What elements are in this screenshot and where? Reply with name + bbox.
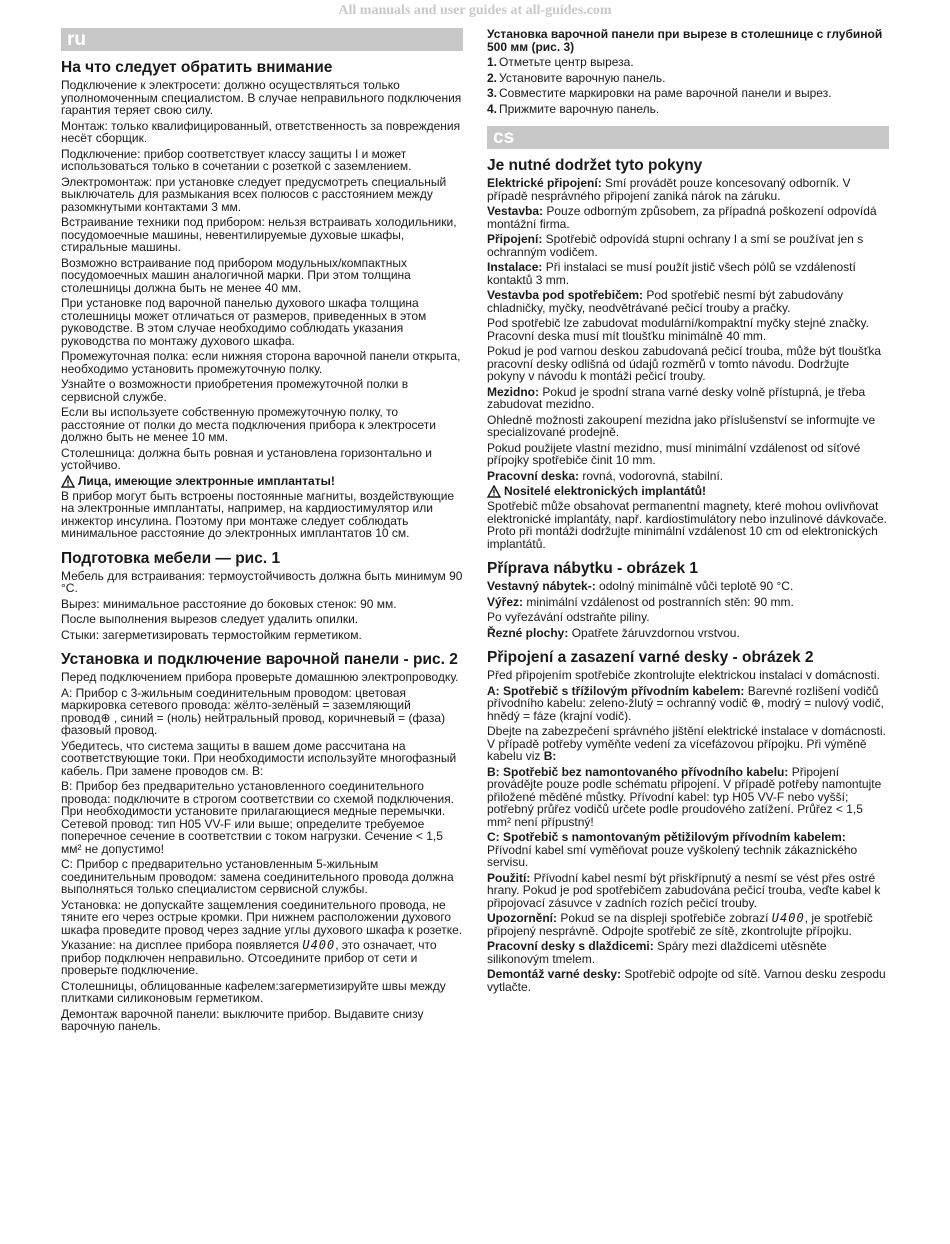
warning-triangle-icon: [61, 475, 75, 488]
step-text: Отметьте центр выреза.: [499, 55, 634, 69]
language-bar-cs: cs: [487, 126, 889, 149]
label: A: Spotřebič s třížilovým přívodním kabelem:: [487, 683, 745, 698]
text: Pokud se na displeji spotřebiče zobrazí: [557, 911, 772, 925]
paragraph: [487, 580, 889, 593]
label: Elektrické připojení:: [487, 176, 602, 190]
heading-install-cs: Připojení a zasazení varné desky - obrázek 2: [487, 649, 814, 666]
label: Demontáž varné desky:: [487, 967, 622, 981]
text: Při instalaci se musí použít jistič všech pólů se vzdáleností kontaktů 3 mm.: [487, 260, 856, 287]
display-code: U400: [302, 938, 336, 952]
text: rovná, vodorovná, stabilní.: [579, 468, 724, 483]
heading-furniture-cs: Příprava nábytku - obrázek 1: [487, 560, 699, 577]
paragraph: Возможно встраивание под прибором модульных/компактных посудомоечных машин аналогичной марки. При этом толщина столешницы должна быть не менее 40 мм.: [61, 255, 411, 295]
paragraph: Подключение к электросети: должно осуществляться только уполномоченным специалистом. В случае неправильного подключения гарантия теряет свою силу.: [61, 78, 462, 117]
label: C: Spotřebič s namontovaným pětižilovým přívodním kabelem:: [487, 830, 846, 844]
paragraph: Po vyřezávání odstraňte piliny.: [487, 610, 650, 624]
paragraph: В прибор могут быть встроены постоянные магниты, воздействующие на электронные имплантаты, например, на кардиостимулятор или инжектор инсулина. Поэтому при монтаже следует соблюдать минимальное расстояние до электронных имплантатов 10 см.: [61, 488, 455, 540]
paragraph: Перед подключением прибора проверьте домашнюю электропроводку.: [61, 670, 459, 684]
paragraph: Pokud je pod varnou deskou zabudovaná pečicí trouba, může být tloušťka pracovní desky odlišná od údajů rozměrů v tomto návodu. Dodržujte pokyny v návodu k montáži pečicí trouby.: [487, 344, 882, 383]
text: Указание: на дисплее прибора появляется: [61, 938, 303, 952]
text: Pouze odborným způsobem, za případná poškození odpovídá montážní firma.: [487, 204, 877, 231]
list-item: [487, 86, 889, 102]
paragraph: [487, 177, 889, 202]
warning-title: Лица, имеющие электронные имплантаты!: [78, 473, 335, 488]
label: B:: [543, 749, 557, 763]
paragraph: Промежуточная полка: если нижняя сторона варочной панели открыта, необходимо установить промежуточную полку.: [61, 349, 461, 376]
language-bar-ru: ru: [61, 28, 463, 51]
label: B: Spotřebič bez namontovaného přívodního kabelu:: [487, 764, 789, 779]
heading-furniture-ru: Подготовка мебели — рис. 1: [61, 549, 281, 567]
warning-triangle-icon: [487, 485, 501, 498]
russian-column: [61, 28, 463, 1036]
text: Barevné rozlišení vodičů přívodního kabelu: zeleno-žlutý = ochranný vodič ⊕, modrý = nulový vodič, hnědý = fáze (krajní vodič).: [487, 683, 884, 723]
text: Opatřete žáruvzdornou vrstvou.: [568, 625, 740, 640]
czech-column: [487, 28, 889, 996]
text: Přívodní kabel nesmí být přiskřípnutý a nesmí se vést přes ostré hrany. Pokud je pod spotřebičem zabudována pečicí trouba, veďte kabel k připojovací zásuvce v zadních rozích pečicí trouby.: [487, 870, 881, 910]
label: Instalace:: [487, 260, 543, 274]
label: Připojení:: [487, 232, 543, 246]
heading-attention-ru: На что следует обратить внимание: [61, 59, 333, 76]
step-number: 1.: [487, 55, 498, 69]
paragraph: Встраивание техники под прибором: нельзя встраивать холодильники, посудомоечные машины, невентилируемые духовые шкафы, стиральные машины.: [61, 215, 457, 254]
paragraph: С: Прибор с предварительно установленным 5-жильным соединительным проводом: замена соединительного провода должна выполняться только специалистом сервисной службы.: [61, 857, 454, 896]
paragraph: [487, 831, 889, 869]
paragraph: [487, 289, 889, 314]
label: Použití:: [487, 870, 531, 885]
label: Vestavný nábytek-:: [487, 579, 596, 593]
paragraph: После выполнения вырезов следует удалить опилки.: [61, 612, 359, 626]
paragraph: [487, 596, 889, 609]
text: Pod spotřebič nesmí být zabudovány chladničky, myčky, neodvětrávané pečicí trouby a pračky.: [487, 288, 844, 315]
paragraph: [61, 939, 463, 977]
paragraph: Вырез: минимальное расстояние до боковых стенок: 90 мм.: [61, 596, 397, 611]
paragraph: [487, 940, 889, 965]
text: Pokud je spodní strana varné desky volně přístupná, je třeba zabudovat mezidno.: [487, 384, 866, 411]
label: Řezné plochy:: [487, 625, 569, 640]
paragraph: Установка: не допускайте защемления соединительного провода, не тяните его через острые кромки. При нижнем расположении духового шкафа проведите провод через задние углы духового шкафа к розетке.: [61, 897, 463, 937]
label: Vestavba:: [487, 204, 544, 218]
heading-install-ru: Установка и подключение варочной панели - рис. 2: [61, 651, 458, 668]
paragraph: [487, 205, 889, 230]
list-item: [487, 102, 889, 118]
label: Pracovní desky s dlaždicemi:: [487, 939, 654, 953]
text: Připojení provádějte pouze podle schématu připojení. V případě potřeby namontujte přiložené měděné můstky. Přívodní kabel: typ H05 VV-F nebo vyšší; potřebný průřez vodičů určete podle proudového zatížení. Průřez < 1,5 mm² není přípustný!: [487, 764, 882, 829]
paragraph: Узнайте о возможности приобретения промежуточной полки в сервисной службе.: [61, 377, 409, 404]
label: Upozornění:: [487, 911, 557, 925]
paragraph: [487, 627, 889, 640]
paragraph: Убедитесь, что система защиты в вашем доме рассчитана на соответствующие токи. При необходимости используйте многофазный кабель. При замене проводов см. В:: [61, 738, 457, 778]
watermark: All manuals and user guides at all-guides.com: [338, 3, 612, 18]
paragraph: А: Прибор с 3-жильным соединительным проводом: цветовая маркировка сетевого провода: жёлто-зелёный = заземляющий провод⊕ , синий = (ноль) нейтральный провод, коричневый = (фаза) фазовый провод.: [61, 685, 446, 737]
paragraph: Если вы используете собственную промежуточную полку, то расстояние от полки до места подключения прибора к электросети должно быть не менее 10 мм.: [61, 405, 437, 444]
paragraph: Электромонтаж: при установке следует предусмотреть специальный выключатель для размыкания всех полюсов с расстоянием между разомкнутыми контактами 3 мм.: [61, 174, 447, 214]
step-number: 2.: [487, 70, 498, 85]
paragraph: Před připojením spotřebiče zkontrolujte elektrickou instalaci v domácnosti.: [487, 668, 880, 682]
text: Spotřebič odpojte od sítě. Varnou desku zespodu vytlačte.: [487, 967, 886, 994]
list-item: [487, 55, 889, 71]
heading-attention-cs: Je nutné dodržet tyto pokyny: [487, 157, 703, 174]
text: Dbejte na zabezpečení správného jištění elektrické instalace v domácnosti. V případě potřeby vyměňte vedení za vícefázovou přípojku. Při výměně kabelu viz: [487, 724, 886, 763]
step-number: 4.: [487, 101, 498, 116]
paragraph: Подключение: прибор соответствует классу защиты I и может использоваться только в сочетании с розеткой с заземлением.: [61, 146, 412, 173]
text: Přívodní kabel smí vyměňovat pouze vyškolený technik zákaznického servisu.: [487, 842, 858, 869]
paragraph: [487, 233, 889, 258]
paragraph: [487, 872, 889, 910]
step-number: 3.: [487, 86, 498, 100]
paragraph: Pokud použijete vlastní mezidno, musí minimální vzdálenost od síťové přípojky spotřebiče činit 10 mm.: [487, 440, 861, 467]
paragraph: Демонтаж варочной панели: выключите прибор. Выдавите снизу варочную панель.: [61, 1006, 424, 1033]
paragraph: [487, 912, 889, 937]
paragraph: [487, 261, 889, 286]
list-item: [487, 71, 889, 87]
paragraph: [487, 685, 889, 723]
paragraph: Pod spotřebič lze zabudovat modulární/kompaktní myčky stejné značky. Pracovní deska musí mít tloušťku minimálně 40 mm.: [487, 316, 869, 343]
label: Vestavba pod spotřebičem:: [487, 288, 644, 302]
fig3-steps: [487, 55, 889, 117]
paragraph: При установке под варочной панелью духового шкафа толщина столешницы может отличаться от размеров, приведенных в этом руководстве. В этом случае необходимо соблюдать указания руководства по монтажу духового шкафа.: [61, 296, 427, 348]
text: Spáry mezi dlaždicemi utěsněte silikonovým tmelem.: [487, 939, 827, 966]
fig3-title: Установка варочной панели при вырезе в столешнице с глубиной 500 мм (рис. 3): [487, 27, 883, 54]
step-text: Установите варочную панель.: [499, 70, 666, 85]
paragraph: Ohledně možnosti zakoupení mezidna jako příslušenství se informujte ve specializované prodejně.: [487, 412, 876, 439]
step-text: Прижмите варочную панель.: [499, 101, 660, 116]
paragraph: Столешницы, облицованные кафелем:загерметизируйте швы между плитками силиконовым герметиком.: [61, 978, 446, 1005]
paragraph: В: Прибор без предварительно установленного соединительного провода: подключите в строгом соответствии со схемой подключения. При необходимости установите прилагающиеся медные перемычки. Сетевой провод: тип H05 VV-F или выше; определите требуемое поперечное сечение в соответствии с током нагрузки. Сечение < 1,5 мм² не допустимо!: [61, 779, 455, 856]
text: , je spotřebič připojený nesprávně. Odpojte spotřebič ze sítě, zkontrolujte přípojku.: [487, 911, 873, 938]
paragraph: Мебель для встраивания: термоустойчивость должна быть минимум 90 °C.: [61, 568, 463, 595]
display-code: U400: [771, 911, 805, 925]
paragraph: [487, 470, 889, 483]
label: Výřez:: [487, 594, 524, 609]
text: minimální vzdálenost od postranních stěn: 90 mm.: [523, 594, 794, 609]
text: odolný minimálně vůči teplotě 90 °C.: [595, 579, 794, 593]
paragraph: [487, 968, 889, 993]
paragraph: Столешница: должна быть ровная и установлена горизонтально и устойчиво.: [61, 445, 432, 472]
text: Smí provádět pouze koncesovaný odborník. V případě nesprávného připojení zaniká nárok na záruku.: [487, 176, 851, 203]
paragraph: Spotřebič může obsahovat permanentní magnety, které mohou ovlivňovat elektronické implantáty, např. kardiostimulátory nebo inzulinové dávkovače. Proto při montáži dodržujte minimální vzdálenost 10 cm od elektronických implantátů.: [487, 499, 887, 551]
paragraph: [487, 766, 889, 829]
text: , это означает, что прибор подключен неправильно. Отсоедините прибор от сети и проверьте подключение.: [61, 938, 437, 977]
paragraph: Монтаж: только квалифицированный, ответственность за повреждения несёт сборщик.: [61, 118, 461, 145]
warning-heading-ru: [61, 475, 463, 488]
label: Pracovní deska:: [487, 468, 580, 483]
paragraph: [487, 725, 889, 763]
warning-title: Nositelé elektronických implantátů!: [504, 484, 707, 499]
paragraph: [487, 386, 889, 411]
paragraph: Стыки: загерметизировать термостойким герметиком.: [61, 627, 362, 642]
warning-heading-cs: [487, 485, 889, 498]
step-text: Совместите маркировки на раме варочной панели и вырез.: [499, 86, 832, 100]
text: Spotřebič odpovídá stupni ochrany I a smí se používat jen s ochranným vodičem.: [487, 232, 864, 259]
label: Mezidno:: [487, 384, 539, 399]
